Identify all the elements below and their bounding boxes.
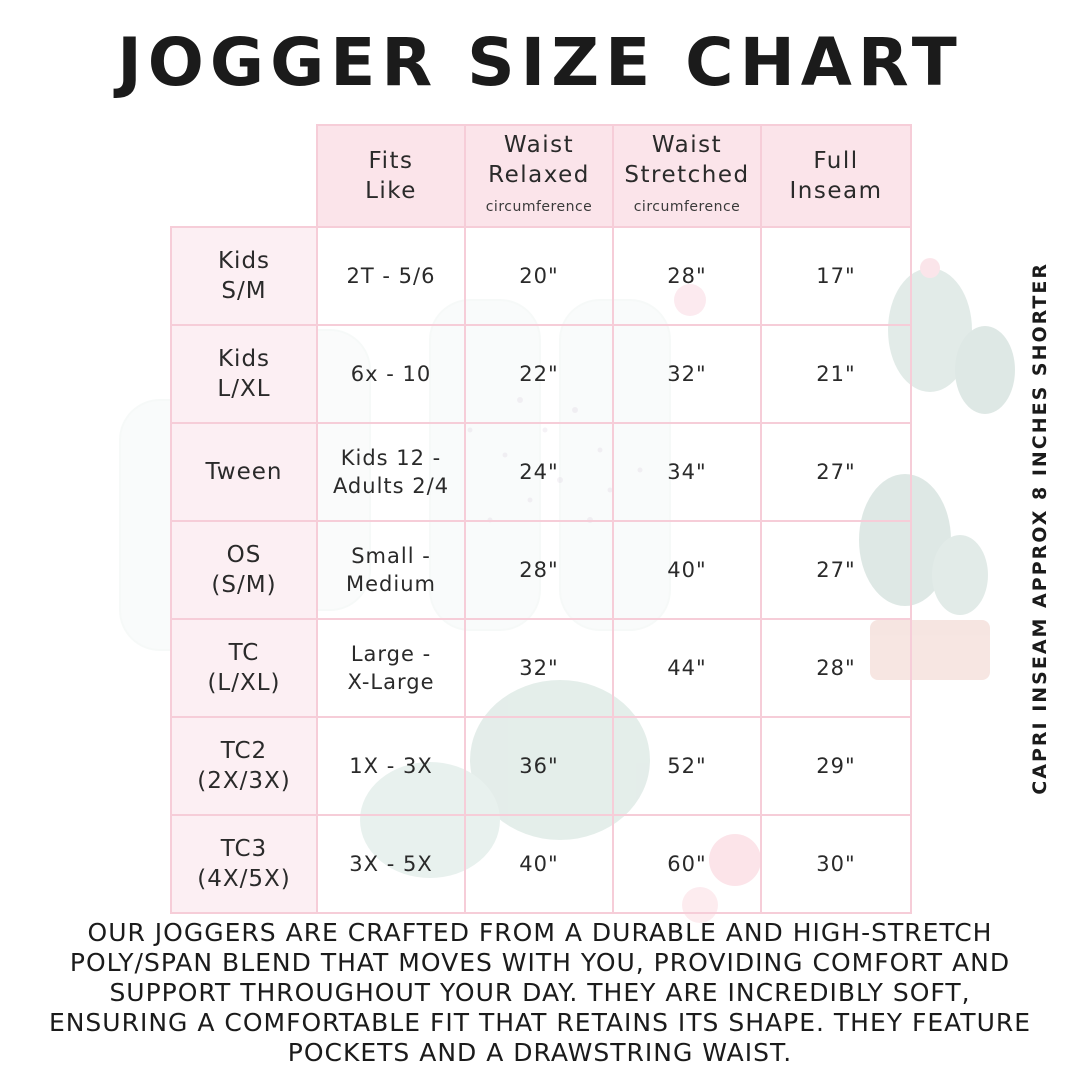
capri-inseam-note-text: CAPRI INSEAM APPROX 8 INCHES SHORTER xyxy=(1029,261,1051,795)
header-row xyxy=(171,125,911,227)
cell-fits-like xyxy=(317,227,465,325)
row-header-size xyxy=(171,423,317,521)
column-header-fits-like xyxy=(317,125,465,227)
column-header-line1: Waist xyxy=(503,132,575,158)
size-line1: TC2 xyxy=(220,738,268,764)
cell-waist-stretched: 34" xyxy=(613,423,761,521)
size-line1: Kids xyxy=(217,346,271,372)
column-header-full-inseam xyxy=(761,125,911,227)
fits-line1: 1X - 3X xyxy=(349,754,433,778)
column-header-line1: Full xyxy=(813,148,859,174)
fits-line1: 6x - 10 xyxy=(350,362,432,386)
cell-waist-relaxed: 22" xyxy=(465,325,613,423)
row-header-size xyxy=(171,521,317,619)
column-header-line2: Relaxed xyxy=(488,162,590,188)
capri-inseam-note xyxy=(1022,248,1058,808)
footer-line: ENSURING A COMFORTABLE FIT THAT RETAINS ITS SHAPE. THEY FEATURE xyxy=(48,1008,1032,1037)
cell-full-inseam: 29" xyxy=(761,717,911,815)
table-row xyxy=(171,227,911,325)
cell-waist-stretched: 60" xyxy=(613,815,761,913)
table-body xyxy=(171,227,911,913)
footer-line: POCKETS AND A DRAWSTRING WAIST. xyxy=(287,1038,793,1067)
cell-fits-like xyxy=(317,717,465,815)
size-line1: Tween xyxy=(205,459,283,485)
table-row xyxy=(171,521,911,619)
cell-fits-like xyxy=(317,815,465,913)
fits-line1: 3X - 5X xyxy=(349,852,433,876)
footer-description xyxy=(40,918,1040,1068)
row-header-size xyxy=(171,227,317,325)
footer-line: SUPPORT THROUGHOUT YOUR DAY. THEY ARE INCREDIBLY SOFT, xyxy=(109,978,971,1007)
size-line1: TC xyxy=(228,640,260,666)
column-header-waist-stretched xyxy=(613,125,761,227)
column-header-subtitle: circumference xyxy=(633,199,741,215)
cell-waist-stretched: 52" xyxy=(613,717,761,815)
column-header-subtitle: circumference xyxy=(485,199,593,215)
fits-line1: Kids 12 - xyxy=(340,446,442,470)
cell-fits-like xyxy=(317,521,465,619)
fits-line2: Adults 2/4 xyxy=(332,474,450,498)
table-row xyxy=(171,423,911,521)
row-header-size xyxy=(171,325,317,423)
cell-waist-stretched: 32" xyxy=(613,325,761,423)
cell-waist-stretched: 44" xyxy=(613,619,761,717)
size-chart-table xyxy=(170,124,912,914)
cell-fits-like xyxy=(317,619,465,717)
row-header-size xyxy=(171,717,317,815)
cell-full-inseam: 17" xyxy=(761,227,911,325)
column-header-line1: Fits xyxy=(368,148,414,174)
cell-full-inseam: 30" xyxy=(761,815,911,913)
cell-full-inseam: 28" xyxy=(761,619,911,717)
cell-full-inseam: 27" xyxy=(761,521,911,619)
cell-full-inseam: 21" xyxy=(761,325,911,423)
size-line1: TC3 xyxy=(220,836,268,862)
cell-fits-like xyxy=(317,423,465,521)
cell-waist-relaxed: 20" xyxy=(465,227,613,325)
cell-fits-like xyxy=(317,325,465,423)
size-chart-table-wrapper xyxy=(170,124,910,914)
size-line2: L/XL xyxy=(217,376,271,402)
fits-line1: Large - xyxy=(350,642,432,666)
cell-waist-relaxed: 36" xyxy=(465,717,613,815)
row-header-size xyxy=(171,619,317,717)
size-line1: Kids xyxy=(217,248,271,274)
table-row xyxy=(171,619,911,717)
footer-line: OUR JOGGERS ARE CRAFTED FROM A DURABLE AND HIGH-STRETCH xyxy=(87,918,993,947)
size-line2: (L/XL) xyxy=(207,670,281,696)
size-line2: (S/M) xyxy=(211,572,277,598)
cell-waist-relaxed: 40" xyxy=(465,815,613,913)
page-title: JOGGER SIZE CHART xyxy=(117,24,963,101)
row-header-size xyxy=(171,815,317,913)
table-header xyxy=(171,125,911,227)
table-row xyxy=(171,717,911,815)
cell-waist-stretched: 40" xyxy=(613,521,761,619)
cell-full-inseam: 27" xyxy=(761,423,911,521)
table-row xyxy=(171,815,911,913)
column-header-line2: Like xyxy=(365,178,417,204)
column-header-line1: Waist xyxy=(651,132,723,158)
cell-waist-relaxed: 32" xyxy=(465,619,613,717)
cell-waist-relaxed: 24" xyxy=(465,423,613,521)
column-header-waist-relaxed xyxy=(465,125,613,227)
size-line2: S/M xyxy=(221,278,267,304)
table-row xyxy=(171,325,911,423)
size-line2: (2X/3X) xyxy=(197,768,291,794)
column-header-line2: Stretched xyxy=(624,162,750,188)
corner-cell xyxy=(171,125,317,227)
fits-line2: X-Large xyxy=(347,670,435,694)
cell-waist-relaxed: 28" xyxy=(465,521,613,619)
fits-line1: 2T - 5/6 xyxy=(346,264,436,288)
size-line2: (4X/5X) xyxy=(197,866,291,892)
fits-line1: Small - xyxy=(351,544,431,568)
cell-waist-stretched: 28" xyxy=(613,227,761,325)
footer-line: POLY/SPAN BLEND THAT MOVES WITH YOU, PROVIDING COMFORT AND xyxy=(69,948,1011,977)
column-header-line2: Inseam xyxy=(789,178,883,204)
fits-line2: Medium xyxy=(346,572,436,596)
size-line1: OS xyxy=(226,542,262,568)
